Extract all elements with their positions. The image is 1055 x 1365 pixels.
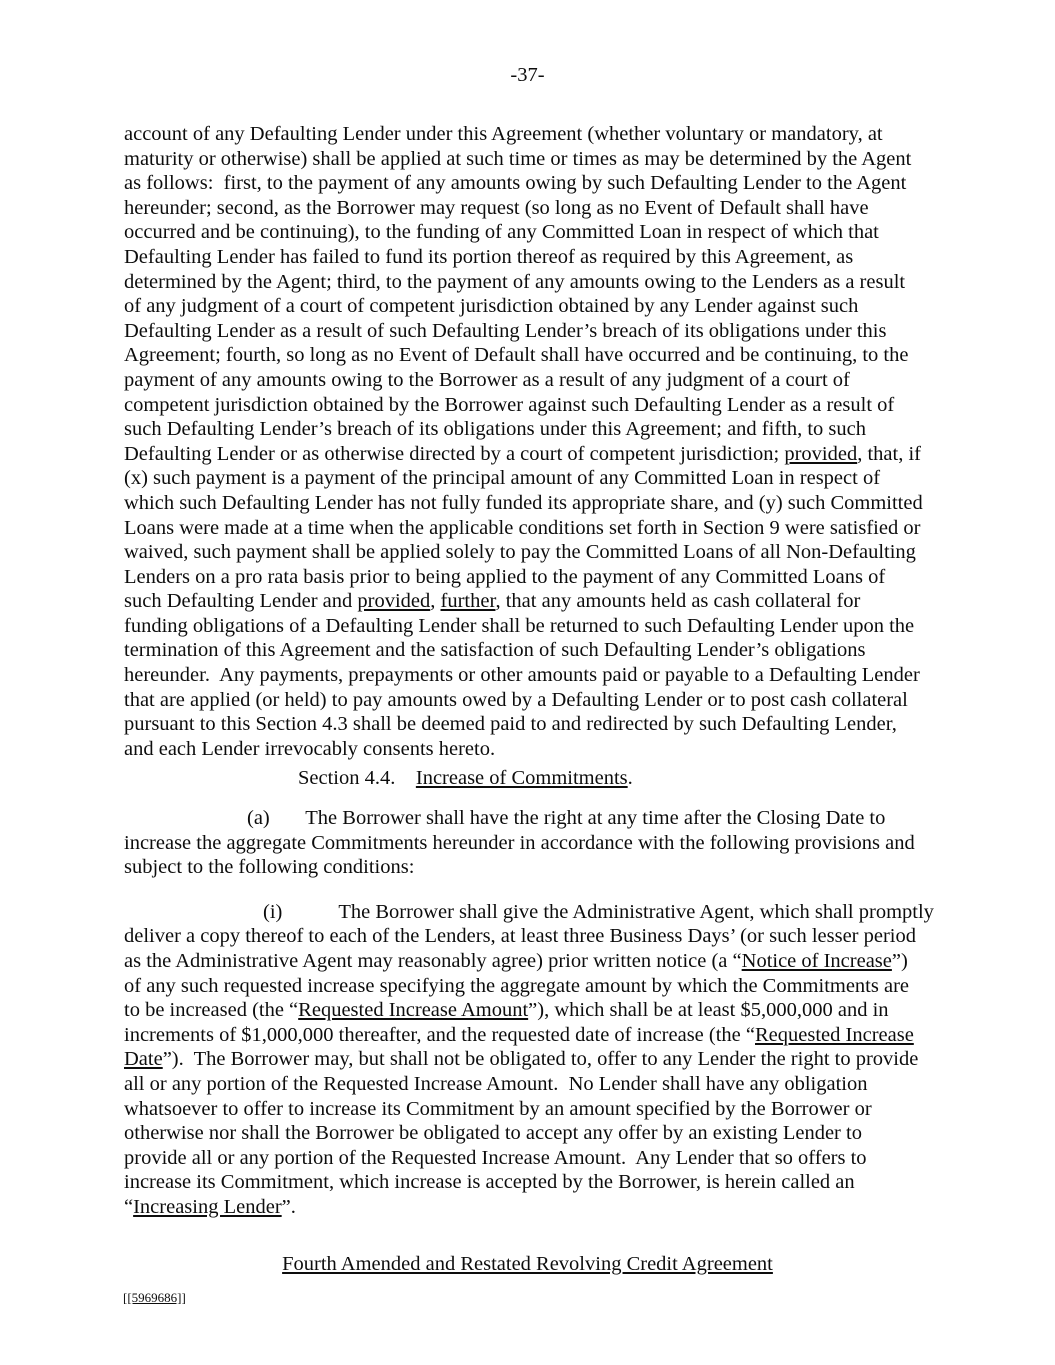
- text-line: [124, 1023, 994, 1048]
- text-line: [124, 196, 994, 221]
- text-line: [124, 442, 994, 467]
- text-line: [124, 516, 994, 541]
- text-segment: Defaulting Lender or as otherwise directed by a court of competent jurisdiction;: [124, 442, 785, 465]
- text-segment: ”.: [281, 1195, 296, 1218]
- text-line: [124, 270, 994, 295]
- text-segment: [282, 901, 338, 923]
- text-block-para-a: [124, 806, 994, 880]
- text-segment: Loans were made at a time when the applicable conditions set forth in Section 9 were satisfied or: [124, 516, 921, 539]
- text-segment: determined by the Agent; third, to the payment of any amounts owing to the Lenders as a result: [124, 270, 906, 293]
- text-segment: occurred and be continuing), to the funding of any Committed Loan in respect of which that: [124, 221, 879, 244]
- text-line: [124, 998, 994, 1023]
- page-number: -37-: [510, 64, 545, 86]
- text-line: [124, 924, 994, 949]
- text-segment: , that any amounts held as cash collateral for: [495, 590, 861, 613]
- text-segment: Lenders on a pro rata basis prior to being applied to the payment of any Committed Loans of: [124, 565, 886, 588]
- text-line: [124, 466, 994, 491]
- text-segment: hereunder; second, as the Borrower may request (so long as no Event of Default shall have: [124, 196, 869, 219]
- text-segment: [270, 807, 306, 829]
- text-segment: ”): [891, 950, 908, 972]
- footer-document-title: Fourth Amended and Restated Revolving Credit Agreement: [282, 1253, 773, 1275]
- text-line: [124, 1072, 994, 1097]
- text-line: [124, 974, 994, 999]
- underlined-term: Increase of Commitments: [415, 767, 628, 790]
- text-segment: ”). The Borrower may, but shall not be obligated to, offer to any Lender the right to provide: [162, 1048, 919, 1071]
- underlined-term: provided: [357, 590, 431, 613]
- text-line: [124, 1170, 994, 1195]
- text-segment: waived, such payment shall be applied solely to pay the Committed Loans of all Non-Defaulting: [124, 541, 916, 564]
- text-segment: maturity or otherwise) shall be applied at such time or times as may be determined by the Agent: [124, 147, 912, 170]
- text-line: [124, 565, 994, 590]
- text-segment: as the Administrative Agent may reasonably agree) prior written notice (a “: [124, 950, 742, 972]
- text-segment: The Borrower shall give the Administrative Agent, which shall promptly: [338, 900, 934, 923]
- text-line: [124, 220, 994, 245]
- text-segment: hereunder. Any payments, prepayments or other amounts paid or payable to a Defaulting Lender: [124, 664, 920, 687]
- document-body: [124, 122, 994, 1220]
- text-segment: “: [124, 1195, 134, 1218]
- text-segment: pursuant to this Section 4.3 shall be deemed paid to and redirected by such Defaulting Lender,: [124, 713, 897, 736]
- text-segment: provide all or any portion of the Requested Increase Amount. Any Lender that so offers to: [124, 1146, 867, 1169]
- text-segment: such Defaulting Lender’s breach of its obligations under this Agreement; and fifth, to such: [124, 418, 866, 441]
- text-line: [124, 900, 994, 925]
- text-line: [124, 171, 994, 196]
- underlined-term: Increasing Lender: [133, 1195, 282, 1218]
- underlined-term: Date: [124, 1048, 163, 1071]
- text-line: [124, 417, 994, 442]
- text-line: [124, 614, 994, 639]
- text-line: [124, 1121, 994, 1146]
- text-segment: subject to the following conditions:: [124, 856, 415, 879]
- text-segment: increase its Commitment, which increase is accepted by the Borrower, is herein called an: [124, 1171, 855, 1194]
- text-block-para-i: [124, 900, 994, 1220]
- text-segment: as follows: first, to the payment of any amounts owing by such Defaulting Lender to the Agent: [124, 172, 907, 195]
- text-segment: otherwise nor shall the Borrower be obligated to accept any offer by an existing Lender to: [124, 1122, 862, 1145]
- text-segment: all or any portion of the Requested Increase Amount. No Lender shall have any obligation: [124, 1072, 868, 1095]
- text-segment: payment of any amounts owing to the Borrower as a result of any judgment of a court of: [124, 368, 850, 391]
- text-segment: and each Lender irrevocably consents hereto.: [124, 737, 496, 760]
- text-line: [124, 147, 994, 172]
- underlined-term: Requested Increase Amount: [298, 999, 529, 1022]
- text-segment: Section 4.4.: [298, 767, 396, 790]
- text-line: [124, 294, 994, 319]
- text-line: [124, 855, 994, 880]
- text-line: [124, 491, 994, 516]
- footer-doc-id: [[5969686]]: [123, 1290, 186, 1305]
- text-segment: Agreement; fourth, so long as no Event of Default shall have occurred and be continuing, to the: [124, 344, 909, 367]
- text-line: [124, 806, 994, 831]
- text-line: [124, 737, 994, 762]
- text-line: [124, 638, 994, 663]
- text-segment: termination of this Agreement and the satisfaction of such Defaulting Lender’s obligations: [124, 639, 866, 662]
- text-line: [124, 688, 994, 713]
- text-segment: [395, 767, 416, 789]
- text-line: [124, 368, 994, 393]
- underlined-term: Requested Increase: [755, 1023, 914, 1046]
- text-line: [124, 831, 994, 856]
- text-segment: Defaulting Lender has failed to fund its portion thereof as required by this Agreement, as: [124, 245, 854, 268]
- text-segment: ”), which shall be at least $5,000,000 and in: [528, 999, 889, 1022]
- underlined-term: further: [440, 590, 496, 613]
- text-segment: increase the aggregate Commitments hereunder in accordance with the following provisions and: [124, 831, 915, 854]
- text-segment: of any judgment of a court of competent jurisdiction obtained by any Lender against such: [124, 295, 859, 318]
- text-segment: The Borrower shall have the right at any time after the Closing Date to: [305, 807, 886, 830]
- text-segment: (a): [247, 807, 270, 830]
- text-block-heading: [124, 766, 994, 791]
- text-segment: such Defaulting Lender and: [124, 590, 358, 613]
- text-segment: Defaulting Lender as a result of such Defaulting Lender’s breach of its obligations under this: [124, 319, 887, 342]
- text-line: [124, 949, 994, 974]
- text-segment: that are applied (or held) to pay amounts owed by a Defaulting Lender or to post cash collateral: [124, 688, 908, 711]
- text-segment: funding obligations of a Defaulting Lender shall be returned to such Defaulting Lender upon the: [124, 614, 915, 637]
- text-segment: .: [627, 767, 633, 790]
- text-line: [124, 540, 994, 565]
- text-segment: whatsoever to offer to increase its Commitment by an amount specified by the Borrower or: [124, 1097, 872, 1120]
- text-line: [124, 1097, 994, 1122]
- text-segment: competent jurisdiction obtained by the Borrower against such Defaulting Lender as a result of: [124, 393, 895, 416]
- text-line: [124, 1047, 994, 1072]
- text-segment: (i): [263, 900, 283, 923]
- text-line: [124, 393, 994, 418]
- text-segment: of any such requested increase specifying the aggregate amount by which the Commitments are: [124, 974, 910, 997]
- text-line: [124, 663, 994, 688]
- underlined-term: provided: [784, 442, 858, 465]
- text-line: [124, 1146, 994, 1171]
- underlined-term: Notice of Increase: [741, 950, 892, 972]
- text-segment: , that, if: [857, 442, 921, 465]
- text-line: [124, 343, 994, 368]
- text-segment: account of any Defaulting Lender under this Agreement (whether voluntary or mandatory, at: [124, 123, 883, 145]
- text-line: [124, 319, 994, 344]
- text-line: [124, 712, 994, 737]
- text-line: [124, 1195, 994, 1220]
- text-segment: to be increased (the “: [124, 999, 299, 1022]
- text-line: [124, 122, 994, 147]
- text-line: [124, 766, 994, 791]
- text-segment: ,: [430, 590, 441, 613]
- text-block-main: [124, 122, 994, 761]
- text-segment: deliver a copy thereof to each of the Lenders, at least three Business Days’ (or such lesser period: [124, 925, 916, 948]
- text-line: [124, 589, 994, 614]
- text-segment: (x) such payment is a payment of the principal amount of any Committed Loan in respect of: [124, 467, 881, 490]
- text-line: [124, 245, 994, 270]
- text-segment: which such Defaulting Lender has not fully funded its appropriate share, and (y) such Committed: [124, 491, 923, 514]
- text-segment: increments of $1,000,000 thereafter, and the requested date of increase (the “: [124, 1023, 755, 1046]
